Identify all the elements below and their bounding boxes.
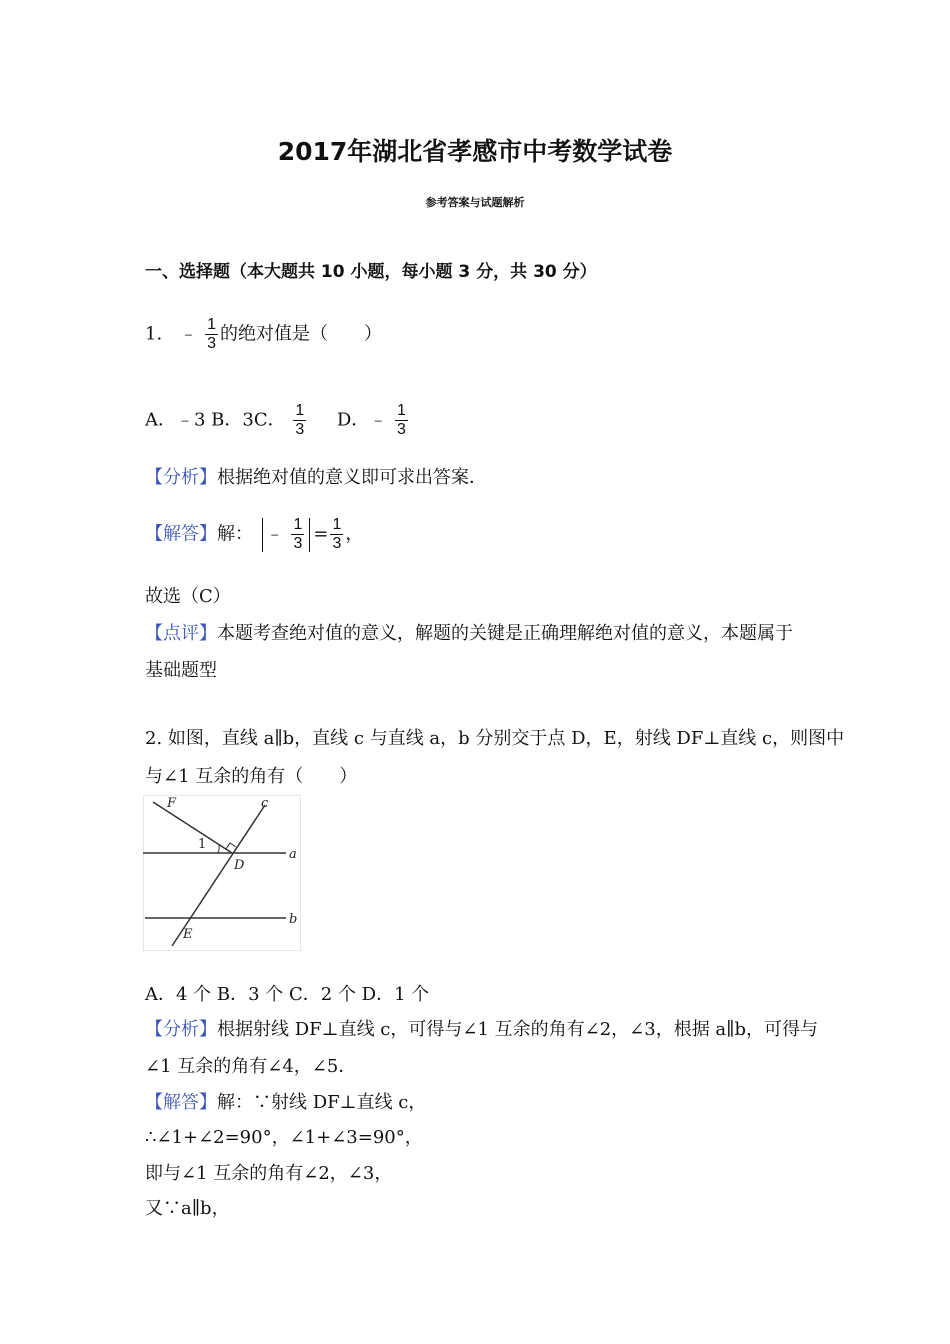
q1-stem-tail: 的绝对值是（ ） (220, 323, 382, 345)
q1-analysis-tag: 【分析】 (145, 467, 217, 488)
q1-c-num: 1 (295, 402, 305, 419)
q1-solution-tag: 【解答】 (145, 523, 217, 545)
q1-choice: 故选（C） (145, 586, 231, 607)
q2-solution (145, 1088, 426, 1114)
q1-frac-num: 1 (207, 316, 216, 333)
q1-sol-den2: 3 (332, 535, 342, 552)
q2-analysis-tag: 【分析】 (145, 1019, 217, 1040)
page-title: 2017年湖北省孝感市中考数学试卷 (277, 137, 673, 166)
q1-comment-tag: 【点评】 (145, 623, 217, 644)
q1-d-num: 1 (397, 402, 406, 419)
q1-sol-num2: 1 (332, 516, 342, 533)
abs-bar-left (262, 518, 263, 552)
q2-figure (143, 795, 301, 951)
figure-frame (144, 796, 301, 951)
q1-frac-den: 3 (207, 335, 216, 352)
label-E: E (183, 927, 193, 942)
q1-sol-comma: ， (345, 523, 364, 545)
q2-solution-line2: ∴∠1+∠2=90°，∠1+∠3=90°， (145, 1127, 423, 1148)
q1-sol-den1: 3 (293, 535, 303, 552)
q1-solution-prefix: 解： (217, 523, 253, 545)
q2-solution-line4: 又∵a∥b， (145, 1198, 230, 1219)
q1-d-den: 3 (397, 421, 406, 438)
q1-option-d-label: D．﹣ (336, 409, 388, 431)
q1-minus: ﹣ (179, 323, 198, 345)
q1-options (145, 402, 410, 439)
q1-sol-num1: 1 (293, 516, 303, 533)
q1-sol-minus: ﹣ (265, 523, 284, 545)
q1-stem (145, 316, 382, 353)
q2-stem-line2: 与∠1 互余的角有（ ） (145, 766, 358, 787)
q1-analysis (145, 463, 487, 489)
q1-solution (145, 516, 363, 553)
label-c: c (261, 796, 269, 811)
section-heading: 一、选择题（本大题共 10 小题，每小题 3 分，共 30 分） (145, 262, 597, 282)
page-subtitle: 参考答案与试题解析 (425, 196, 525, 209)
q2-analysis-line2: ∠1 互余的角有∠4，∠5． (145, 1056, 357, 1077)
q1-c-den: 3 (295, 421, 305, 438)
q1-number: 1. (145, 323, 163, 345)
q1-options-ab: A．﹣3 B．3C． (145, 409, 286, 431)
label-b: b (289, 912, 298, 927)
q1-fraction (205, 316, 218, 353)
q2-options: A．4 个 B．3 个 C．2 个 D．1 个 (145, 984, 430, 1005)
q2-solution-tag: 【解答】 (145, 1092, 217, 1113)
q2-analysis (145, 1015, 818, 1041)
q2-solution-line3: 即与∠1 互余的角有∠2，∠3， (145, 1163, 393, 1184)
q2-solution-line1: 解：∵射线 DF⊥直线 c， (217, 1092, 427, 1113)
label-a: a (289, 847, 297, 862)
label-1: 1 (198, 837, 207, 852)
abs-bar-right (309, 518, 310, 552)
q1-option-c-fraction (293, 402, 306, 439)
q2-stem-line1: 2. 如图，直线 a∥b，直线 c 与直线 a，b 分别交于点 D，E，射线 DF⊥直线 c，则图中 (145, 728, 845, 749)
label-D: D (234, 858, 245, 873)
label-F: F (167, 796, 177, 811)
q1-comment-line2: 基础题型 (145, 660, 217, 681)
q1-option-d-fraction (395, 402, 408, 439)
q1-sol-fraction-1 (291, 516, 304, 553)
q1-analysis-text: 根据绝对值的意义即可求出答案． (217, 467, 487, 488)
q1-comment-line1: 本题考查绝对值的意义，解题的关键是正确理解绝对值的意义，本题属于 (217, 623, 793, 644)
q1-sol-fraction-2 (330, 516, 343, 553)
q1-comment (145, 619, 793, 645)
q1-sol-eq: = (313, 523, 329, 545)
q2-analysis-line1: 根据射线 DF⊥直线 c，可得与∠1 互余的角有∠2，∠3，根据 a∥b，可得与 (217, 1019, 818, 1040)
